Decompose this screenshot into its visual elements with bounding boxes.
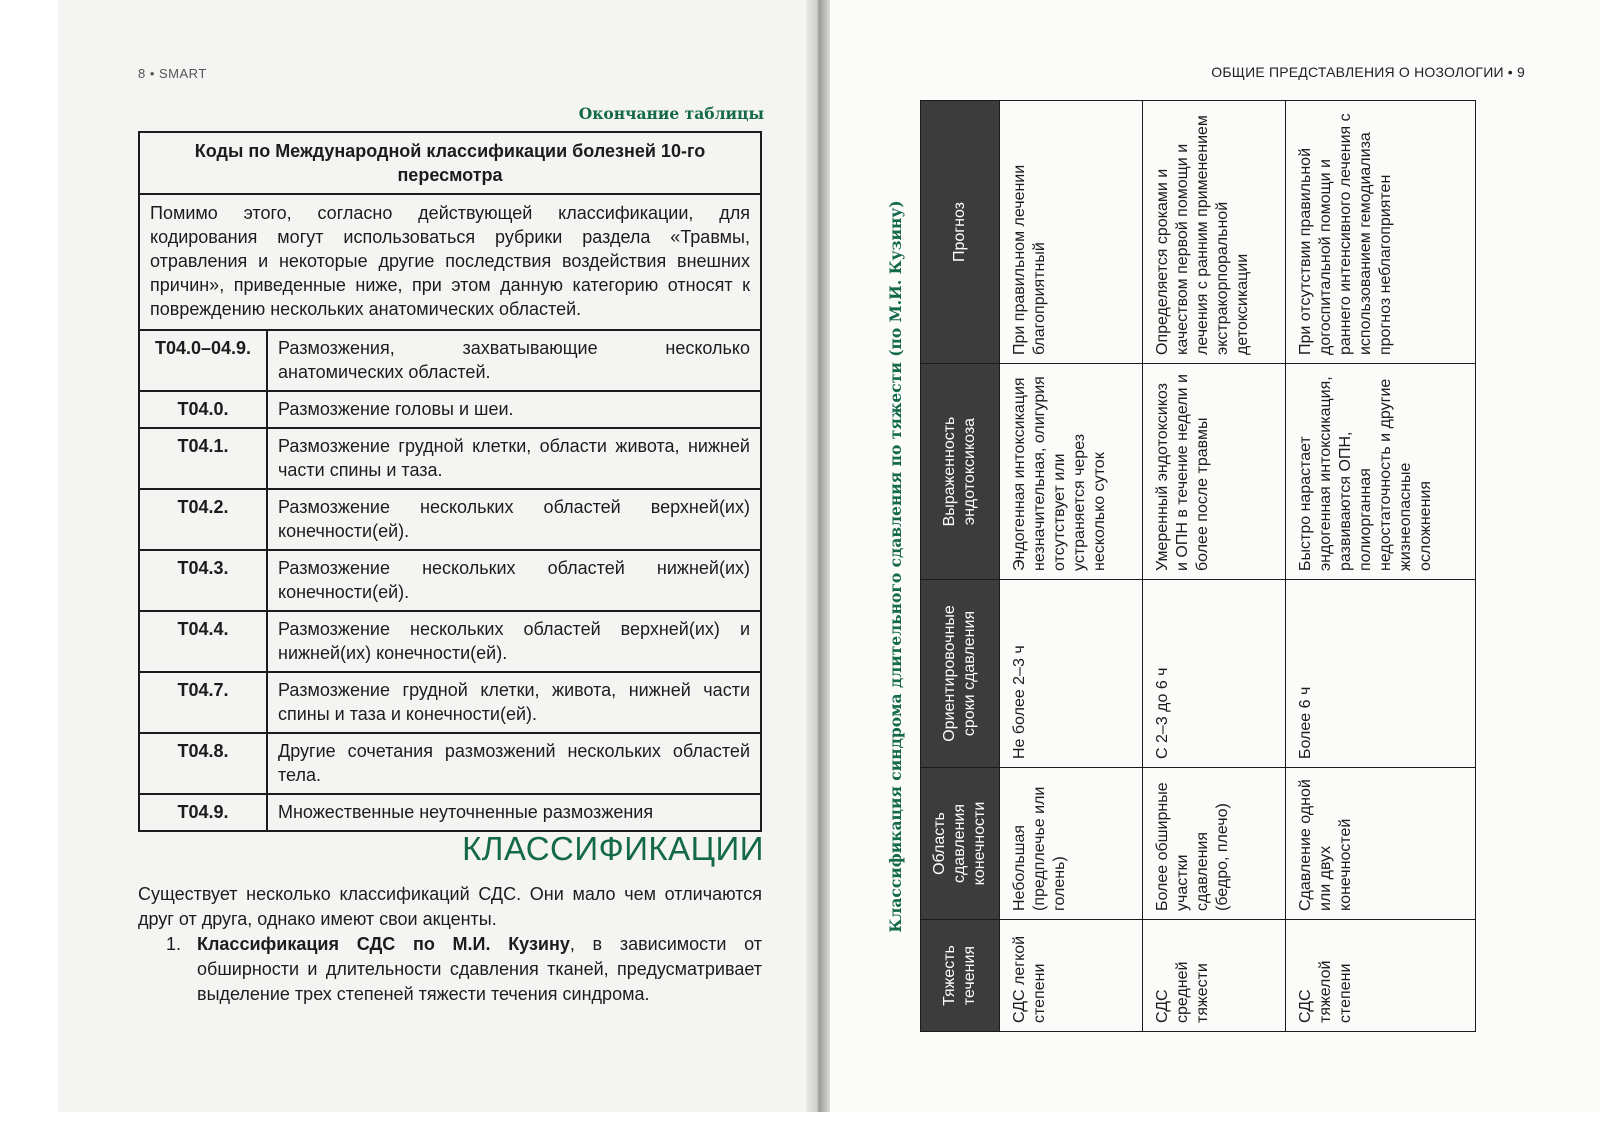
table-row bbox=[139, 391, 761, 428]
column-header: Ориентировочные сроки сдавления bbox=[921, 580, 1000, 768]
table-row bbox=[139, 550, 761, 611]
icd-code: T04.7. bbox=[139, 672, 267, 733]
book-gutter bbox=[806, 0, 830, 1112]
table-cell: При правильном лечении благоприятный bbox=[1000, 101, 1143, 364]
left-running-head: 8 • SMART bbox=[138, 66, 207, 81]
table-cell: Быстро нарастает эндогенная интоксикация, развиваются ОПН, полиорганная недостаточность и другие жизнеопасные осложнения bbox=[1285, 364, 1475, 580]
icd-description: Размозжение грудной клетки, области живота, нижней части спины и таза. bbox=[267, 428, 761, 489]
column-header: Прогноз bbox=[921, 101, 1000, 364]
icd-code: T04.9. bbox=[139, 794, 267, 831]
table-row bbox=[139, 611, 761, 672]
table-cell: Небольшая (предплечье или голень) bbox=[1000, 768, 1143, 920]
icd-code: T04.4. bbox=[139, 611, 267, 672]
table-row bbox=[139, 330, 761, 391]
table-row bbox=[139, 733, 761, 794]
kuzin-table-caption: Классификация синдрома длительного сдавления по тяжести (по М.И. Кузину) bbox=[886, 200, 905, 933]
table-cell: С 2–3 до 6 ч bbox=[1142, 580, 1285, 768]
rotated-table-block bbox=[886, 101, 1476, 1032]
table-cell: Умеренный эндотоксикоз и ОПН в течение недели и более после травмы bbox=[1142, 364, 1285, 580]
section-title: КЛАССИФИКАЦИИ bbox=[462, 830, 764, 867]
table-cell: Сдавление одной или двух конечностей bbox=[1285, 768, 1475, 920]
table-cell: Не более 2–3 ч bbox=[1000, 580, 1143, 768]
table-continuation-caption: Окончание таблицы bbox=[578, 104, 764, 123]
table-cell: Эндогенная интоксикация незначительная, олигурия отсутствует или устраняется через несколько суток bbox=[1000, 364, 1143, 580]
table-cell: Более обширные участки сдавления (бедро, плечо) bbox=[1142, 768, 1285, 920]
icd-table-header: Коды по Международной классификации болезней 10-го пересмотра bbox=[139, 132, 761, 194]
table-row bbox=[1142, 101, 1285, 1032]
column-header: Тяжесть течения bbox=[921, 920, 1000, 1032]
table-cell: Определяется сроками и качеством первой помощи и лечения с ранним применением экстракорпоральной детоксикации bbox=[1142, 101, 1285, 364]
icd-codes-table bbox=[138, 131, 762, 832]
icd-code: T04.8. bbox=[139, 733, 267, 794]
kuzin-severity-table bbox=[920, 100, 1476, 1032]
table-row bbox=[1000, 101, 1143, 1032]
table-row bbox=[139, 428, 761, 489]
icd-description: Другие сочетания размозжений нескольких областей тела. bbox=[267, 733, 761, 794]
icd-description: Размозжение нескольких областей верхней(их) и нижней(их) конечности(ей). bbox=[267, 611, 761, 672]
table-cell: СДС средней тяжести bbox=[1142, 920, 1285, 1032]
icd-description: Размозжение нескольких областей верхней(их) конечности(ей). bbox=[267, 489, 761, 550]
icd-code: T04.2. bbox=[139, 489, 267, 550]
scan-margin bbox=[0, 1112, 1600, 1133]
table-cell: При отсутствии правильной догоспитальной помощи и раннего интенсивного лечения с использованием гемодиализа прогноз неблагоприятен bbox=[1285, 101, 1475, 364]
right-running-head: ОБЩИЕ ПРЕДСТАВЛЕНИЯ О НОЗОЛОГИИ • 9 bbox=[1211, 64, 1525, 80]
table-row bbox=[1285, 101, 1475, 1032]
list-item-bold: Классификация СДС по М.И. Кузину bbox=[197, 934, 570, 954]
icd-description: Размозжение головы и шеи. bbox=[267, 391, 761, 428]
table-cell: Более 6 ч bbox=[1285, 580, 1475, 768]
table-row bbox=[139, 672, 761, 733]
icd-code: T04.1. bbox=[139, 428, 267, 489]
table-row bbox=[139, 489, 761, 550]
column-header: Выраженность эндотоксикоза bbox=[921, 364, 1000, 580]
intro-paragraph: Существует несколько классификаций СДС. Они мало чем отличаются друг от друга, однако имеют свои акценты. bbox=[138, 884, 762, 929]
icd-table-note: Помимо этого, согласно действующей классификации, для кодирования могут использоваться рубрики раздела «Травмы, отравления и некоторые другие последствия воздействия внешних причин», приведенные ниже, при этом данную категорию относят к повреждению нескольких анатомических областей. bbox=[139, 194, 761, 330]
column-header: Область сдавления конечности bbox=[921, 768, 1000, 920]
table-cell: СДС легкой степени bbox=[1000, 920, 1143, 1032]
table-cell: СДС тяжелой степени bbox=[1285, 920, 1475, 1032]
list-number: 1. bbox=[166, 934, 182, 954]
icd-code: T04.0. bbox=[139, 391, 267, 428]
icd-description: Размозжение нескольких областей нижней(их) конечности(ей). bbox=[267, 550, 761, 611]
list-item-text: , в зависимости от обширности и длительности сдавления тканей, предусматривает выделение трех степеней тяжести течения синдрома. bbox=[197, 934, 762, 1004]
icd-code: T04.0–04.9. bbox=[139, 330, 267, 391]
icd-description: Размозжение грудной клетки, живота, нижней части спины и таза и конечности(ей). bbox=[267, 672, 761, 733]
icd-description: Размозжения, захватывающие несколько анатомических областей. bbox=[267, 330, 761, 391]
icd-description: Множественные неуточненные размозжения bbox=[267, 794, 761, 831]
list-item bbox=[166, 932, 762, 1007]
table-row bbox=[139, 794, 761, 831]
table-header-row bbox=[921, 101, 1000, 1032]
icd-code: T04.3. bbox=[139, 550, 267, 611]
